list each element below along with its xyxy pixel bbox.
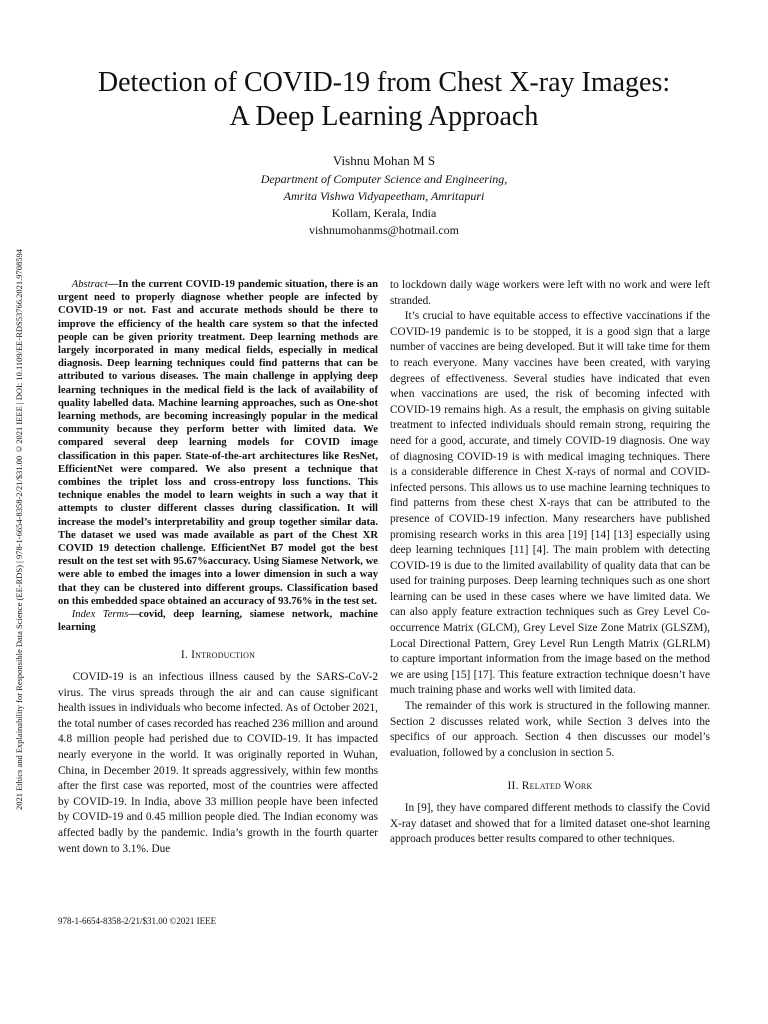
author-block [100,152,668,239]
author-university: Amrita Vishwa Vidyapeetham, Amritapuri [283,189,485,203]
index-terms-text: —covid, deep learning, siamese network, machine learning [58,609,378,634]
copyright-footer: 978-1-6654-8358-2/21/$31.00 ©2021 IEEE [58,916,217,926]
side-note-text: 2021 Ethics and Explainability for Responsible Data Science (EE-RDS) | 978-1-6654-8358-2/21/$31.00 ©2021 IEEE | DOI: 10.1109/EE-RDS53766.2021.9708594 [14,249,24,811]
author-location: Kollam, Kerala, India [331,206,437,220]
title-line-2: A Deep Learning Approach [229,101,539,132]
section-2-heading: II. Related Work [507,780,593,793]
right-column [390,278,710,848]
section-1-heading: I. Introduction [180,649,256,662]
left-column [58,278,378,857]
section-1-paragraph-1: COVID-19 is an infectious illness caused by the SARS-CoV-2 virus. The virus spreads through the air and can cause significant health issues in individuals who become infected. As of October 2021, the total number of cases recorded has reached 236 million and around 4.8 million people had perished due to COVID-19. It has impacted nearly everyone in the world. It was originally reported in Wuhan, China, in December 2019. It spreads aggressively, within few months after the first case was reported, most of the countries were affected by COVID-19. In India, above 33 million people have been infected by COVID-19 and 0.45 million people died. The Indian economy was affected badly by the pandemic. India’s growth in the fourth quarter went down to 3.1%. Due [58,671,378,855]
author-name: Vishnu Mohan M S [332,153,436,168]
intro-paragraph-3: The remainder of this work is structured in the following manner. Section 2 discusses related work, while Section 3 delves into the specifics of our approach. Section 4 then discusses our model’s evaluation, followed by a conclusion in section 5. [390,700,710,759]
intro-paragraph-2: It’s crucial to have equitable access to effective vaccinations if the COVID-19 pandemic is to be stopped, it is a good sign that a large number of vaccines are being developed. But it will take time for them to reach everyone. Many vaccines have been created, with varying degrees of effectiveness. Several studies have indicated that even when vaccinations are used, the risk of becoming infected with COVID-19 remains high. As a result, the emphasis on giving suitable treatment to infected individuals should remain strong, requiring the need for a good, accurate, and timely COVID-19 diagnosis. One way of diagnosing COVID-19 is with medical imaging techniques. There is a considerable difference in Chest X-rays of normal and COVID-infected persons. This allows us to use machine learning techniques to find patterns from these chest X-rays that can be attributed to the presence of COVID-19 infection. Many researchers have published promising research works in this area [19] [14] [13] especially using deep learning techniques [11] [4]. The main problem with detecting COVID-19 is due to the limited availability of quality data that can be used for training purposes. Deep learning techniques such as one short learning can be used in these cases where we have limited data. We can also apply feature extraction techniques such as Grey Level Co-occurrence Matrix (GLCM), Grey Level Size Zone Matrix (GLSZM), Local Directional Pattern, Grey Level Run Length Matrix (GLRLM) to capture important information from the image based on the method we are using [15] [17]. This feature extraction technique doesn’t have much training phase and works well with limited data. [390,310,710,697]
abstract [58,278,378,608]
side-copyright-note [6,170,32,890]
author-email: vishnumohanms@hotmail.com [308,223,460,237]
author-department: Department of Computer Science and Engineering, [260,172,508,186]
index-terms-lead: Index Terms [71,609,129,621]
abstract-text: —In the current COVID-19 pandemic situation, there is an urgent need to properly diagnose whether people are infected by COVID-19 or not. Fast and accurate methods should be there to improve the efficiency of the health care system so that the infected people can be given priority treatment. Deep learning methods are largely incorporated in many medical fields, especially in medical diagnosis. Deep learning techniques could find patterns that can be attributed to various diseases. The main challenge in applying deep learning techniques in the medical field is the lack of availability of quality labelled data. Machine learning approaches, such as One-shot learning methods, are becoming increasingly popular in the medical community because they perform better with limited data. We compared several deep learning models for COVID image classification in this paper. State-of-the-art architectures like ResNet, EfficientNet were compared. We also present a technique that combines the triplet loss and cross-entropy loss functions. This technique enables the model to learn weights in such a way that it attempts to cluster different classes during classification. It will increase the model’s interpretability and group together similar data. The dataset we used was made available as part of the Chest XR COVID 19 detection challenge. EfficientNet B7 model got the best result on the test set with 95.67%accuracy. Using Siamese Network, we were able to embed the images into a lower dimension in such a way that they can be clustered into different groups. Classification based on this embedded space obtained an accuracy of 93.76% in the test set. [58,279,378,607]
abstract-lead: Abstract [71,279,108,290]
intro-continuation: to lockdown daily wage workers were left with no work and were left stranded. [390,279,710,307]
paper-title [40,66,728,134]
title-line-1: Detection of COVID-19 from Chest X-ray Images: [97,67,671,98]
index-terms [58,608,378,634]
section-2-paragraph-1: In [9], they have compared different methods to classify the Covid X-ray dataset and showed that for a limited dataset one-shot learning approach produces better results compared to other techniques. [390,802,710,846]
